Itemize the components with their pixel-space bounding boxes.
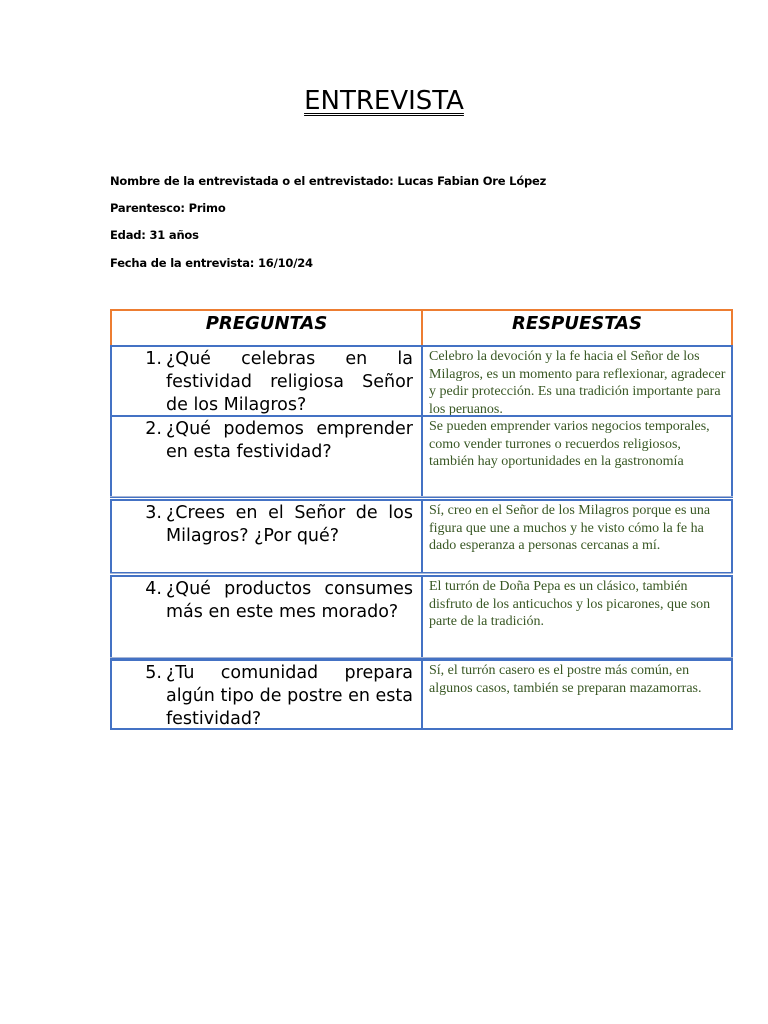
question-text: ¿Qué productos consumes más en este mes morado? <box>166 579 413 622</box>
document-title <box>0 84 768 118</box>
answer-text: Sí, el turrón casero es el postre más común, en algunos casos, también se preparan mazamorras. <box>429 663 702 696</box>
header-respuestas: RESPUESTAS <box>421 309 733 347</box>
row-divider <box>110 496 733 497</box>
row-divider <box>110 573 733 574</box>
header-preguntas: PREGUNTAS <box>110 309 423 347</box>
info-edad: Edad: 31 años <box>110 228 199 242</box>
question-number: 4. <box>145 579 162 599</box>
question-text: ¿Qué celebras en la festividad religiosa Señor de los Milagros? <box>166 349 413 415</box>
answer-cell-2 <box>421 415 733 498</box>
answer-cell-3 <box>421 499 733 574</box>
answer-cell-4 <box>421 575 733 659</box>
question-cell-1 <box>110 345 423 417</box>
question-number: 5. <box>145 663 162 683</box>
answer-text: Se pueden emprender varios negocios temporales, como vender turrones o recuerdos religiosos, también hay oportunidades en la gastronomía <box>429 419 710 469</box>
question-number: 1. <box>145 349 162 369</box>
question-number: 2. <box>145 419 162 439</box>
row-divider <box>110 657 733 658</box>
answer-text: Sí, creo en el Señor de los Milagros porque es una figura que une a muchos y he visto cómo la fe ha dado esperanza a personas cercanas a mí. <box>429 503 711 553</box>
info-nombre: Nombre de la entrevistada o el entrevistado: Lucas Fabian Ore López <box>110 174 547 188</box>
answer-text: Celebro la devoción y la fe hacia el Señor de los Milagros, es un momento para reflexionar, agradecer y pedir protección. Es una tradición importante para los peruanos. <box>429 349 726 417</box>
info-fecha: Fecha de la entrevista: 16/10/24 <box>110 256 313 270</box>
question-text: ¿Qué podemos emprender en esta festividad? <box>166 419 413 462</box>
question-text: ¿Tu comunidad prepara algún tipo de postre en esta festividad? <box>166 663 413 729</box>
answer-cell-5 <box>421 659 733 730</box>
question-number: 3. <box>145 503 162 523</box>
answer-cell-1 <box>421 345 733 417</box>
interview-table <box>110 309 733 730</box>
answer-text: El turrón de Doña Pepa es un clásico, también disfruto de los anticuchos y los picarones, que son parte de la tradición. <box>429 579 711 629</box>
info-parentesco: Parentesco: Primo <box>110 201 226 215</box>
question-cell-4 <box>110 575 423 659</box>
question-text: ¿Crees en el Señor de los Milagros? ¿Por qué? <box>166 503 413 546</box>
question-cell-5 <box>110 659 423 730</box>
title-text: ENTREVISTA <box>304 86 464 116</box>
question-cell-2 <box>110 415 423 498</box>
question-cell-3 <box>110 499 423 574</box>
